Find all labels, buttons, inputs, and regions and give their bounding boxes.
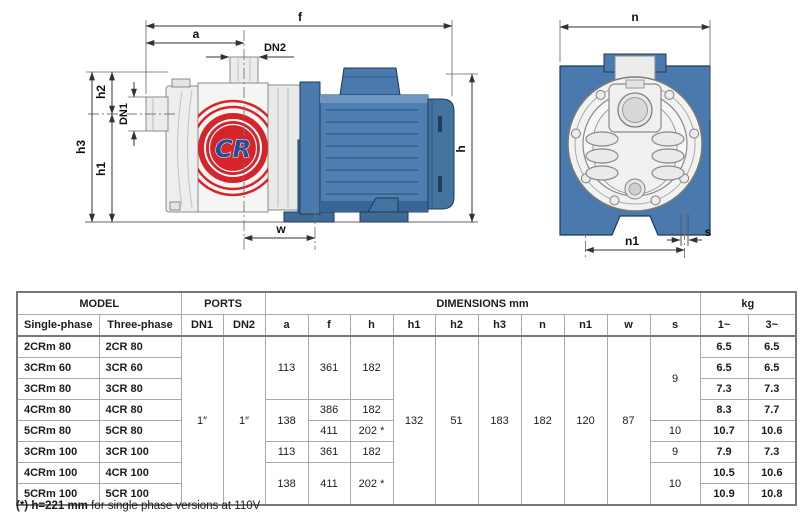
column-header: w <box>607 315 650 337</box>
table-cell: 3CR 80 <box>99 379 181 400</box>
footnote-rest: for single phase versions at 110V <box>87 500 261 512</box>
column-header: 3~ <box>748 315 796 337</box>
table-cell: 2CRm 80 <box>17 336 99 358</box>
table-cell: 10.8 <box>748 484 796 506</box>
motor <box>284 68 454 222</box>
table-cell: 411 <box>308 421 350 442</box>
column-header: h1 <box>393 315 435 337</box>
table-cell: 6.5 <box>748 336 796 358</box>
dim-label-n1: n1 <box>624 234 640 248</box>
table-cell: 132 <box>393 336 435 505</box>
table-cell: 4CRm 100 <box>17 463 99 484</box>
table-cell: 4CR 100 <box>99 463 181 484</box>
column-header: n1 <box>564 315 607 337</box>
dim-label-h: h <box>454 145 468 153</box>
table-cell: 9 <box>650 336 700 421</box>
dim-label-f: f <box>298 10 302 24</box>
table-cell: 202 * <box>350 463 393 506</box>
dim-label-dn2: DN2 <box>263 42 287 54</box>
column-header: h <box>350 315 393 337</box>
motor-flange <box>300 82 320 214</box>
table-row <box>17 336 796 358</box>
pump-front-face <box>568 77 702 211</box>
spec-table-body <box>17 336 796 505</box>
table-cell: 4CRm 80 <box>17 400 99 421</box>
table-cell: 182 <box>350 442 393 463</box>
table-cell: 5CR 80 <box>99 421 181 442</box>
table-cell: 6.5 <box>700 358 748 379</box>
terminal-box <box>340 68 400 95</box>
table-cell: 5CR 100 <box>99 484 181 506</box>
table-cell: 10.6 <box>748 463 796 484</box>
table-cell: 5CRm 100 <box>17 484 99 506</box>
column-header: 1~ <box>700 315 748 337</box>
column-header: Three-phase <box>99 315 181 337</box>
table-cell: 1″ <box>181 336 223 505</box>
side-view-diagram <box>0 0 500 280</box>
footnote-bold: (*) h=221 mm <box>16 500 88 512</box>
table-cell: 120 <box>564 336 607 505</box>
group-header: kg <box>700 292 796 315</box>
table-cell: 3CR 60 <box>99 358 181 379</box>
footnote <box>16 500 260 512</box>
priming-plug <box>172 79 190 87</box>
table-cell: 182 <box>350 400 393 421</box>
group-header: PORTS <box>181 292 265 315</box>
column-header: Single-phase <box>17 315 99 337</box>
table-cell: 138 <box>265 400 308 442</box>
table-cell: 5CRm 80 <box>17 421 99 442</box>
table-cell: 4CR 80 <box>99 400 181 421</box>
group-header: DIMENSIONS mm <box>265 292 700 315</box>
table-cell: 113 <box>265 442 308 463</box>
column-header: DN2 <box>223 315 265 337</box>
table-cell: 202 * <box>350 421 393 442</box>
dim-label-dn1: DN1 <box>118 102 130 126</box>
column-header: n <box>521 315 564 337</box>
column-header: h2 <box>435 315 478 337</box>
table-cell: 182 <box>350 336 393 400</box>
table-cell: 182 <box>521 336 564 505</box>
dim-label-h2: h2 <box>94 84 108 100</box>
dim-label-w: w <box>276 222 286 236</box>
dim-label-h1: h1 <box>94 161 108 177</box>
table-cell: 87 <box>607 336 650 505</box>
table-cell: 7.3 <box>748 442 796 463</box>
table-cell: 10 <box>650 421 700 442</box>
drain-plug <box>170 202 180 210</box>
table-cell: 2CR 80 <box>99 336 181 358</box>
table-cell: 1″ <box>223 336 265 505</box>
dim-label-h3: h3 <box>74 139 88 155</box>
column-header: DN1 <box>181 315 223 337</box>
column-header: a <box>265 315 308 337</box>
table-cell: 7.7 <box>748 400 796 421</box>
table-cell: 7.3 <box>700 379 748 400</box>
table-cell: 7.9 <box>700 442 748 463</box>
table-cell: 10.6 <box>748 421 796 442</box>
column-header: h3 <box>478 315 521 337</box>
dim-label-a: a <box>192 27 200 41</box>
table-cell: 3CRm 80 <box>17 379 99 400</box>
table-cell: 386 <box>308 400 350 421</box>
dim-label-s: s <box>704 225 712 239</box>
table-cell: 7.3 <box>748 379 796 400</box>
table-cell: 10 <box>650 463 700 506</box>
cr-logo-text: CR <box>214 135 252 163</box>
table-cell: 8.3 <box>700 400 748 421</box>
cr-logo-badge <box>186 101 280 195</box>
table-cell: 183 <box>478 336 521 505</box>
table-cell: 3CRm 60 <box>17 358 99 379</box>
column-header: f <box>308 315 350 337</box>
group-header: MODEL <box>17 292 181 315</box>
table-cell: 361 <box>308 336 350 400</box>
table-cell: 51 <box>435 336 478 505</box>
table-cell: 361 <box>308 442 350 463</box>
table-cell: 6.5 <box>748 358 796 379</box>
table-cell: 138 <box>265 463 308 506</box>
table-cell: 6.5 <box>700 336 748 358</box>
spec-table-head <box>17 292 796 336</box>
column-header: s <box>650 315 700 337</box>
table-cell: 113 <box>265 336 308 400</box>
table-cell: 411 <box>308 463 350 506</box>
spec-table <box>16 291 797 506</box>
table-cell: 10.7 <box>700 421 748 442</box>
table-cell: 3CRm 100 <box>17 442 99 463</box>
table-cell: 9 <box>650 442 700 463</box>
table-cell: 10.9 <box>700 484 748 506</box>
table-cell: 10.5 <box>700 463 748 484</box>
front-view-diagram <box>520 0 800 280</box>
table-cell: 3CR 100 <box>99 442 181 463</box>
dim-label-n: n <box>631 10 639 24</box>
